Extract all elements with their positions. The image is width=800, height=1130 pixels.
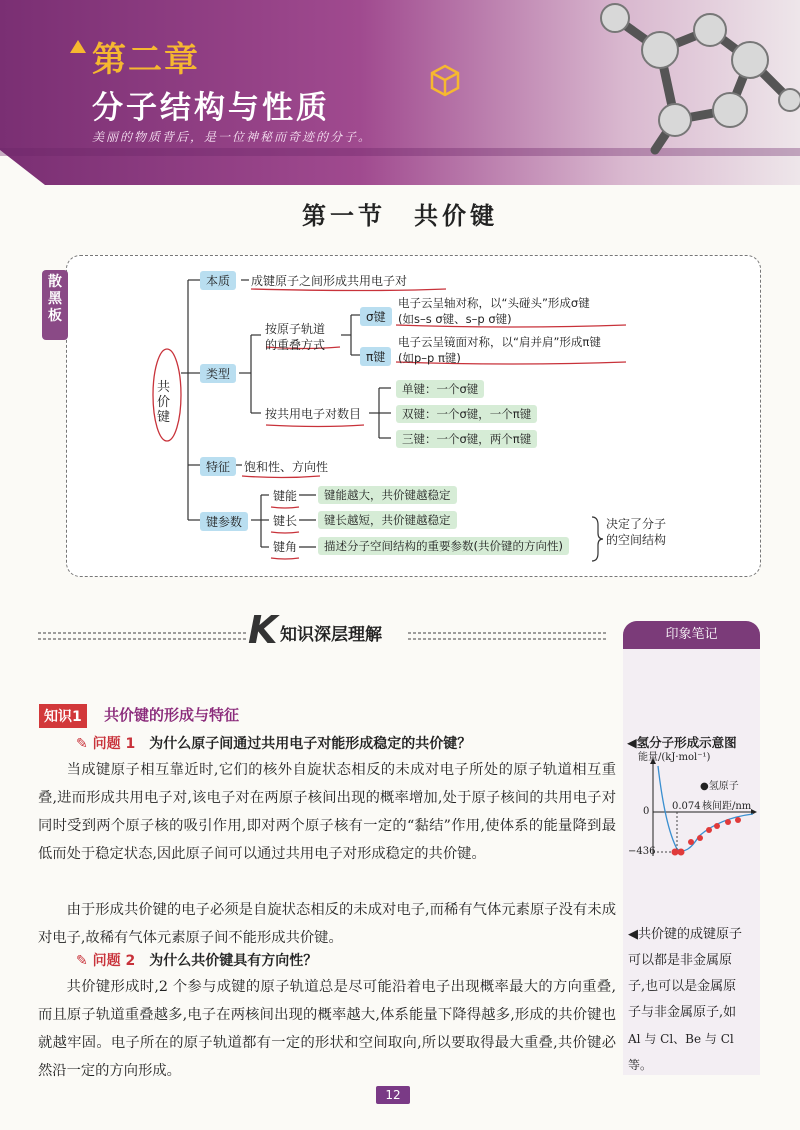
blackboard-tag-char: 黑 (48, 291, 62, 307)
note-header: 印象笔记 (623, 621, 760, 649)
pi-desc-line1: 电子云呈镜面对称，以“肩并肩”形成π键 (398, 335, 601, 349)
knowledge-title: 共价键的形成与特征 (104, 706, 240, 724)
param-label: 键参数 (200, 512, 248, 531)
paragraph-2: 由于形成共价键的电子必须是自旋状态相反的未成对电子,而稀有气体元素原子没有未成对电子,故稀有气体元素原子间不能形成共价键。 (38, 902, 616, 946)
section-title: 第一节 共价键 (302, 202, 498, 230)
question-2 (76, 950, 317, 970)
paragraph-1: 当成键原子相互靠近时,它们的核外自旋状态相反的未成对电子所处的原子轨道相互重叠,进而形成共用电子对,该电子对在两原子核间出现的概率增加,处于原子核间的共用电子对同时受到两个原子核的吸引作用,即对两个原子核有一定的“黏结”作用,使体系的能量降到最低而处于稳定状态,因此原子间可以通过共用电子对形成稳定的共价键。 (38, 762, 616, 862)
chapter-title: 分子结构与性质 (92, 90, 330, 126)
pen-icon: ✎ (76, 736, 93, 752)
x-value: 0.074 (672, 801, 701, 812)
note-line: Al 与 Cl、Be 与 Cl 等。 (628, 1032, 734, 1072)
page-number: 12 (376, 1086, 410, 1104)
knowledge-tag: 知识1 (39, 704, 87, 728)
chapter-motto: 美丽的物质背后，是一位神秘而奇迹的分子。 (92, 130, 373, 144)
overlap-label-line1: 按原子轨道 (265, 322, 326, 336)
question-1 (76, 733, 471, 753)
deep-understanding-title: 知识深层理解 (280, 625, 382, 645)
pi-label: π键 (360, 347, 391, 366)
decide-line2: 的空间结构 (606, 533, 667, 547)
blackboard-tag (42, 270, 68, 340)
figure-legend: ●氢原子 (700, 781, 739, 792)
blackboard-tag-char: 散 (48, 274, 62, 290)
overlap-label-line2: 的重叠方式 (265, 338, 326, 352)
angle-text: 描述分子空间结构的重要参数(共价键的方向性) (318, 537, 569, 555)
note-line: 子,也可以是金属原 (628, 979, 737, 994)
length-text: 键长越短，共价键越稳定 (318, 511, 457, 529)
length-label: 键长 (273, 514, 298, 528)
paragraph-3: 共价键形成时,2 个参与成键的原子轨道总是尽可能沿着电子出现概率最大的方向重叠,而且原子轨道重叠越多,电子在两核间出现的概率越大,体系能量下降得越多,形成的共价键也就越牢固。电子所在的原子轨道都有一定的形状和空间取向,所以要取得最大重叠,共价键必然沿一定的方向形成。 (38, 979, 616, 1079)
note-line: ◀共价键的成键原子 (628, 927, 742, 942)
root-char: 键 (157, 410, 171, 425)
triple-bond: 三键：一个σ键，两个π键 (396, 430, 537, 448)
chapter-number: 第二章 (92, 40, 200, 80)
root-char: 共 (157, 380, 171, 395)
note-line: 可以都是非金属原 (628, 953, 733, 968)
pi-desc-line2: (如p–p π键) (398, 351, 461, 365)
question-text: 为什么原子间通过共用电子对能形成稳定的共价键？ (149, 736, 472, 752)
root-char: 价 (157, 395, 171, 410)
sigma-desc-line1: 电子云呈轴对称，以“头碰头”形成σ键 (398, 296, 590, 310)
question-number: 问题 2 (92, 953, 136, 969)
count-label: 按共用电子对数目 (265, 407, 362, 421)
angle-label: 键角 (273, 540, 298, 554)
energy-text: 键能越大，共价键越稳定 (318, 486, 457, 504)
energy-value: −436 (628, 846, 656, 857)
question-text: 为什么共价键具有方向性？ (149, 953, 318, 969)
sigma-desc-line2: (如s–s σ键、s–p σ键) (398, 312, 512, 326)
blackboard-tag-char: 板 (48, 308, 62, 324)
essence-text: 成键原子之间形成共用电子对 (251, 274, 408, 288)
single-bond: 单键：一个σ键 (396, 380, 484, 398)
feature-label: 特征 (200, 457, 236, 476)
energy-label: 键能 (273, 489, 298, 503)
note-text (628, 922, 760, 1078)
question-number: 问题 1 (92, 736, 136, 752)
note-line: 子与非金属原子,如 (628, 1005, 737, 1020)
triangle-icon (70, 40, 86, 53)
x-axis-label: 核间距/nm (702, 801, 752, 812)
molecule-image (560, 0, 800, 160)
mind-map-root (157, 380, 170, 425)
y-axis-label: 能量/(kJ·mol⁻¹) (638, 752, 711, 763)
pen-icon: ✎ (76, 953, 93, 969)
cube-icon (428, 63, 462, 97)
figure-title: ◀氢分子形成示意图 (627, 735, 737, 750)
sigma-label: σ键 (360, 307, 392, 326)
essence-label: 本质 (200, 271, 236, 290)
type-label: 类型 (200, 364, 236, 383)
feature-text: 饱和性、方向性 (244, 460, 329, 474)
zero-label: 0 (643, 806, 650, 817)
double-bond: 双键：一个σ键，一个π键 (396, 405, 537, 423)
decide-line1: 决定了分子 (606, 517, 667, 531)
k-icon: K (248, 608, 278, 652)
